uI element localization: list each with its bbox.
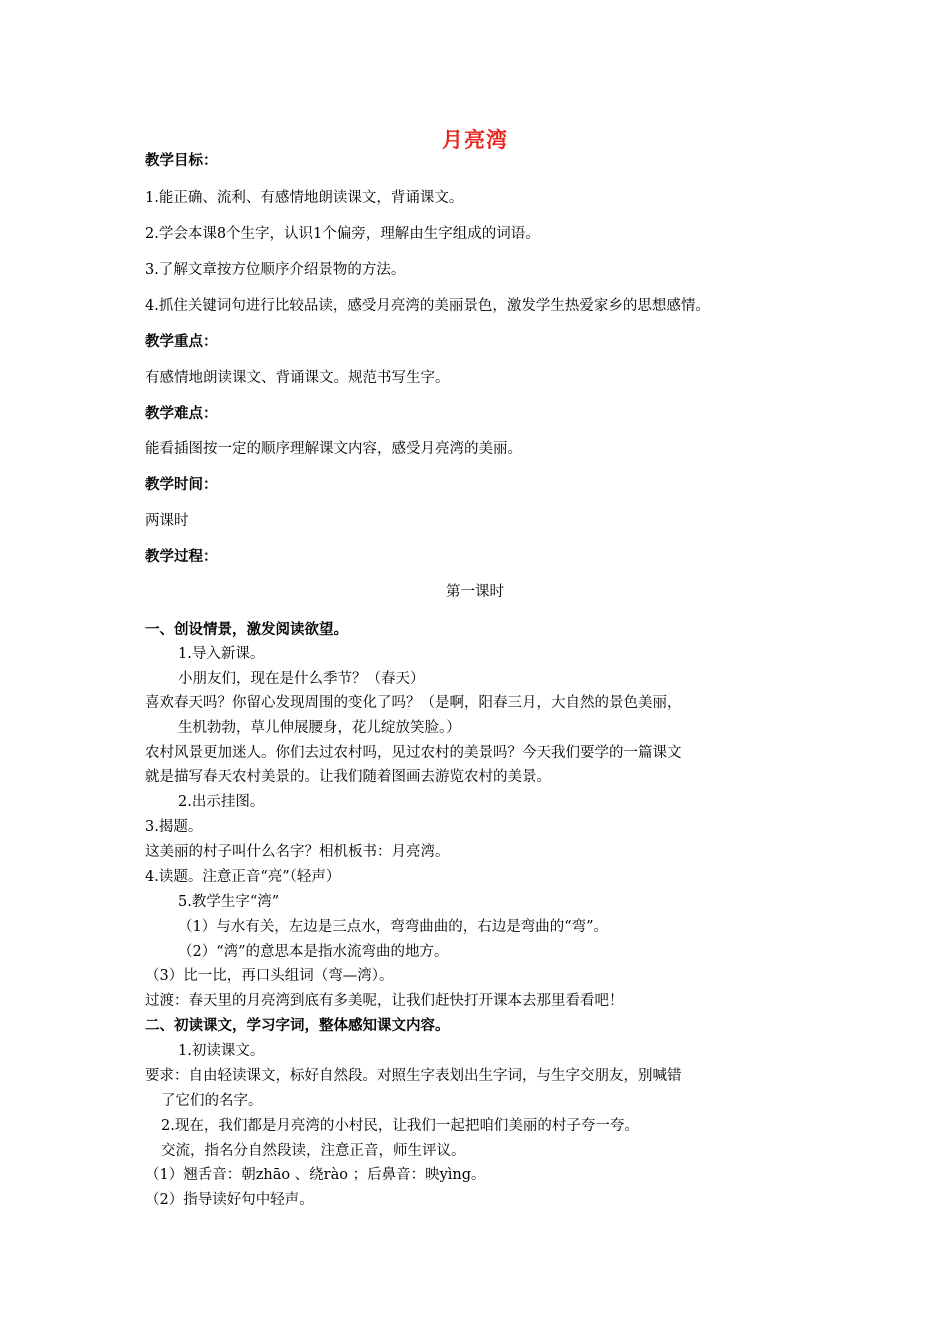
text-line: 1.初读课文。 (178, 1043, 265, 1059)
text-line: 这美丽的村子叫什么名字？相机板书：月亮湾。 (145, 844, 450, 860)
text-line: 1.能正确、流利、有感情地朗读课文，背诵课文。 (145, 190, 464, 206)
text-line: 农村风景更加迷人。你们去过农村吗，见过农村的美景吗？今天我们要学的一篇课文 (145, 745, 682, 761)
section-heading: 教学重点： (145, 334, 218, 350)
text-line: 过渡：春天里的月亮湾到底有多美呢，让我们赶快打开课本去那里看看吧！ (145, 993, 624, 1009)
section-heading: 教学目标： (145, 153, 218, 169)
text-line: 5.教学生字“湾” (178, 894, 280, 910)
text-line: 2.出示挂图。 (178, 794, 265, 810)
section-heading: 二、初读课文，学习字词，整体感知课文内容。 (145, 1018, 450, 1034)
text-line: （2）“湾”的意思本是指水流弯曲的地方。 (178, 944, 449, 960)
text-line: 交流，指名分自然段读，注意正音，师生评议。 (161, 1143, 466, 1159)
section-heading: 教学过程： (145, 549, 218, 565)
text-line: （2）指导读好句中轻声。 (145, 1192, 314, 1208)
text-line: 1.导入新课。 (178, 646, 265, 662)
text-line: （3）比一比，再口头组词（弯—湾）。 (145, 968, 394, 984)
text-line: 3.揭题。 (145, 819, 203, 835)
text-line: 喜欢春天吗？你留心发现周围的变化了吗？（是啊，阳春三月，大自然的景色美丽， (145, 695, 682, 711)
text-line: 小朋友们，现在是什么季节？（春天） (178, 671, 425, 687)
text-line: 有感情地朗读课文、背诵课文。规范书写生字。 (145, 370, 450, 386)
section-heading: 教学时间： (145, 477, 218, 493)
section-heading: 一、创设情景，激发阅读欲望。 (145, 622, 348, 638)
text-line: 了它们的名字。 (161, 1093, 263, 1109)
text-line: 3.了解文章按方位顺序介绍景物的方法。 (145, 262, 406, 278)
lesson-subtitle: 第一课时 (446, 584, 504, 600)
text-line: 生机勃勃，草儿伸展腰身，花儿绽放笑脸。） (178, 720, 461, 736)
document-title: 月亮湾 (442, 128, 508, 152)
text-line: 4.抓住关键词句进行比较品读，感受月亮湾的美丽景色，激发学生热爱家乡的思想感情。 (145, 298, 710, 314)
text-line: 能看插图按一定的顺序理解课文内容，感受月亮湾的美丽。 (145, 441, 522, 457)
text-line: （1）与水有关，左边是三点水，弯弯曲曲的，右边是弯曲的“弯”。 (178, 919, 609, 935)
section-heading: 教学难点： (145, 406, 218, 422)
text-line: （1）翘舌音：朝zhāo 、绕rào ；后鼻音：映yìng。 (145, 1167, 486, 1183)
text-line: 就是描写春天农村美景的。让我们随着图画去游览农村的美景。 (145, 769, 551, 785)
text-line: 4.读题。注意正音“亮”（轻声） (145, 869, 341, 885)
text-line: 2.现在，我们都是月亮湾的小村民，让我们一起把咱们美丽的村子夸一夸。 (161, 1118, 639, 1134)
text-line: 两课时 (145, 513, 189, 529)
text-line: 要求：自由轻读课文，标好自然段。对照生字表划出生字词，与生字交朋友，别喊错 (145, 1068, 682, 1084)
text-line: 2.学会本课8个生字，认识1个偏旁，理解由生字组成的词语。 (145, 226, 540, 242)
